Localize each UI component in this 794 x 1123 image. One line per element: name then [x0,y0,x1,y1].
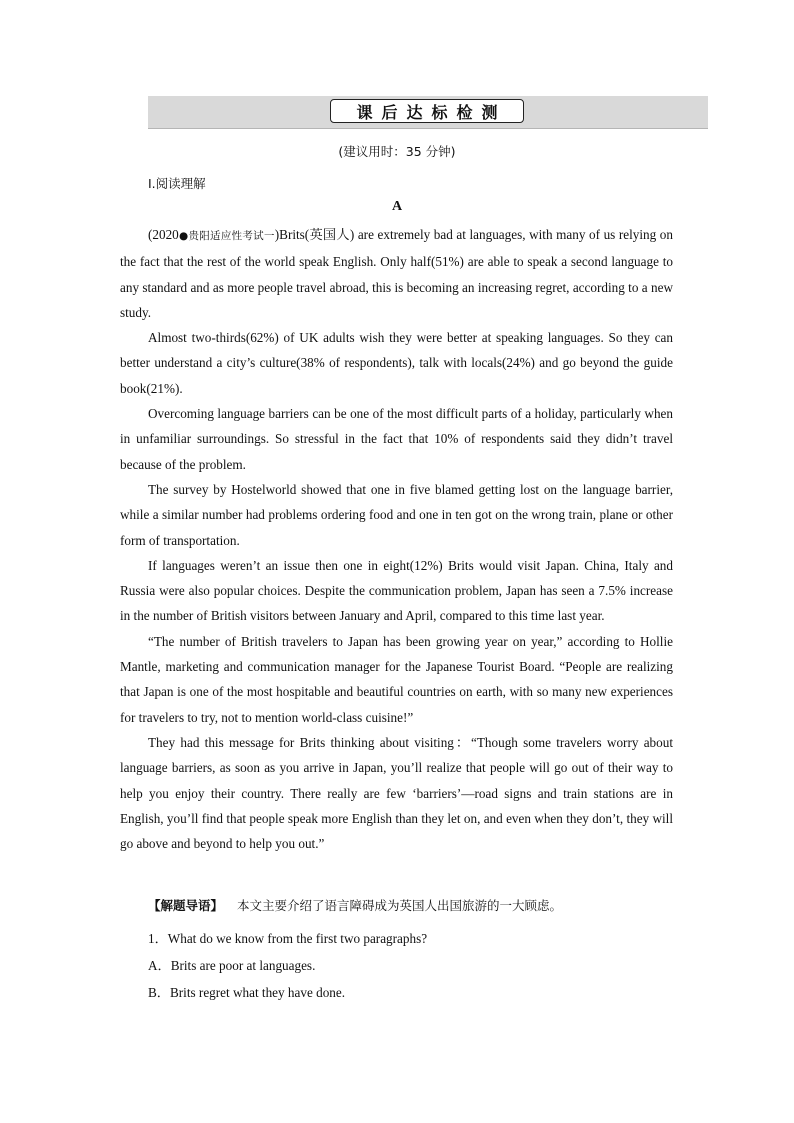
paragraph-6: “The number of British travelers to Japan has been growing year on year,” according to Hollie Mantle, marketing and communication manager for the Japanese Tourist Board. “People are realizing that Japan is one of the most hospitable and beautiful countries on earth, with so many new experiences for travelers to try, not to mention world-class cuisine!” [120,633,673,725]
banner-title: 课后达标检测 [330,99,524,123]
paragraph-4: The survey by Hostelworld showed that one in five blamed getting lost on the language barrier, while a similar number had problems ordering food and one in ten got on the wrong train, plane or other form of transportation. [120,481,673,548]
guide-tag: 【解题导语】 [148,898,224,913]
time-hint: (建议用时：35 分钟) [338,144,456,159]
paragraph-2: Almost two-thirds(62%) of UK adults wish they were better at speaking languages. So they can better understand a city’s culture(38% of respondents), talk with locals(24%) and go beyond the guide book(21%). [120,330,673,396]
guide-text: 本文主要介绍了语言障碍成为英国人出国旅游的一大顾虑。 [237,898,563,913]
source-prefix: (2020 [148,227,179,242]
section-banner [148,96,708,129]
paragraph-1-text: )Brits(英国人) are extremely bad at languages, with many of us relying on the fact that the rest of the world speak English. Only half(51%) are able to speak a second language to any standard and as more people travel abroad, this is becoming an increasing regret, according to a new study. [120,227,673,320]
passage-label: A [391,199,403,214]
question-1-option-a: A．Brits are poor at languages. [148,958,316,973]
reading-passage [120,222,673,856]
source-mark: ●贵阳适应性考试一 [178,230,275,242]
question-1: 1．What do we know from the first two paragraphs? [148,931,428,946]
question-1-option-b: B．Brits regret what they have done. [148,985,346,1000]
paragraph-5: If languages weren’t an issue then one in eight(12%) Brits would visit Japan. China, Italy and Russia were also popular choices. Despite the communication problem, Japan has seen a 7.5% increase in the number of British visitors between January and April, compared to this time last year. [120,557,673,624]
solution-guide [148,896,562,914]
section-title: Ⅰ.阅读理解 [148,176,206,191]
paragraph-3: Overcoming language barriers can be one of the most difficult parts of a holiday, particularly when in unfamiliar surroundings. So stressful in the fact that 10% of respondents said they didn’t travel because of the problem. [120,406,673,472]
paragraph-1 [120,222,673,325]
paragraph-7: They had this message for Brits thinking about visiting：“Though some travelers worry about language barriers, as soon as you arrive in Japan, you’ll realize that people will go out of their way to help you enjoy their country. There really are few ‘barriers’—road signs and train stations are in English, you’ll find that people speak more English than they let on, and even when they don’t, they will go above and beyond to help you out.” [120,734,673,852]
